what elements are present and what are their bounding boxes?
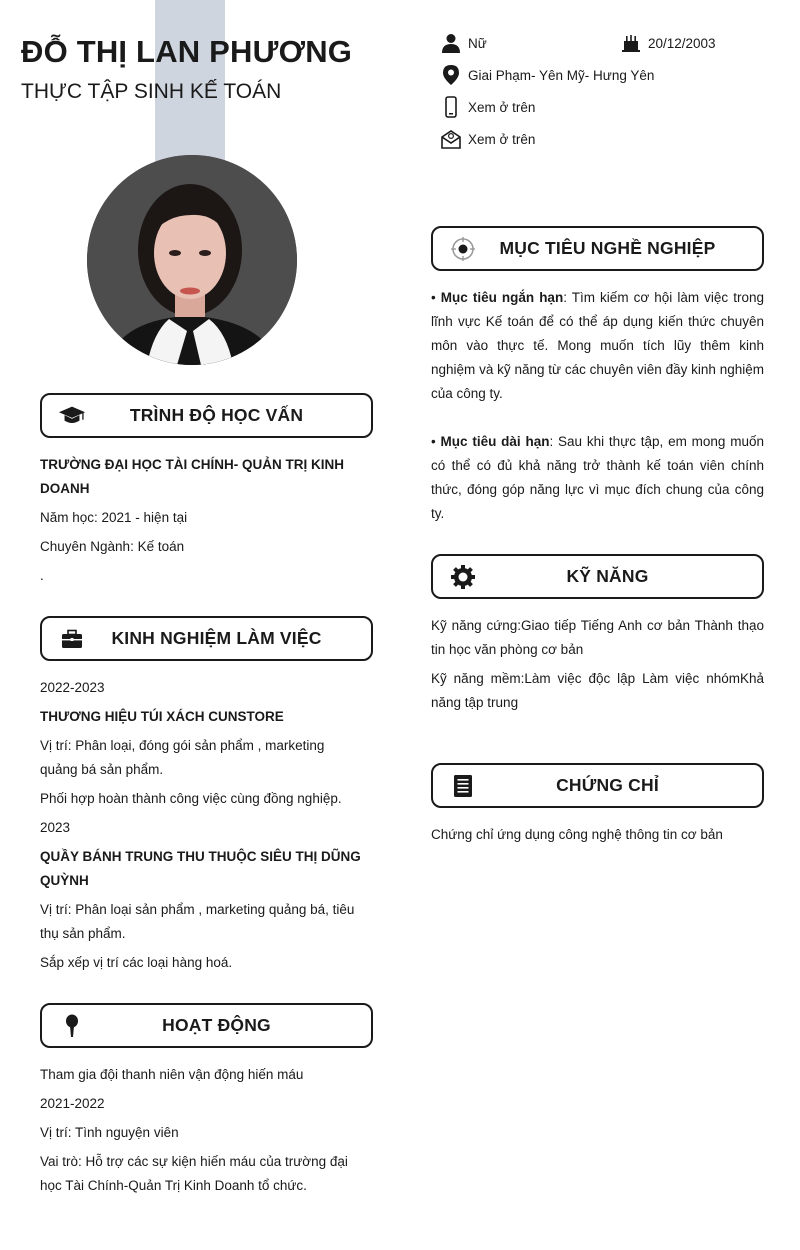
person-icon xyxy=(440,32,462,54)
education-content xyxy=(40,453,360,593)
skills-title: KỸ NĂNG xyxy=(566,566,649,586)
job-role: Vị trí: Phân loại, đóng gói sản phẩm , marketing quảng bá sản phẩm. xyxy=(40,738,325,777)
short-term-objective: • Mục tiêu ngắn hạn: Tìm kiếm cơ hội làm việc trong lĩnh vực Kế toán để có thể áp dụng kiến thức chuyên môn vào thực tế. Mong muốn tích lũy thêm kinh nghiệm và kỹ năng từ các chuyên viên đầy kinh nghiệm của công ty. xyxy=(431,290,764,401)
experience-title: KINH NGHIỆM LÀM VIỆC xyxy=(111,628,322,648)
birthday-info xyxy=(620,32,716,54)
gender-info xyxy=(440,32,487,54)
activity-role: Vị trí: Tình nguyện viên xyxy=(40,1125,179,1140)
address-info xyxy=(440,64,654,86)
long-term-objective: • Mục tiêu dài hạn: Sau khi thực tập, em mong muốn có thể có đủ khả năng trở thành kế toán viên chính thức, đóng góp năng lực vì mục đích chung của công ty. xyxy=(431,434,765,521)
activity-duty: Vai trò: Hỗ trợ các sự kiện hiến máu của trường đại học Tài Chính-Quản Trị Kinh Doanh tổ chức. xyxy=(40,1154,348,1193)
school-major: Chuyên Ngành: Kế toán xyxy=(40,539,185,554)
certificate-item: Chứng chỉ ứng dụng công nghệ thông tin cơ bản xyxy=(431,827,723,842)
email-icon xyxy=(440,128,462,150)
objective-content xyxy=(431,286,764,526)
skills-section-header xyxy=(431,554,764,599)
document-icon xyxy=(449,774,477,798)
education-section-header xyxy=(40,393,373,438)
certificates-content xyxy=(431,823,764,852)
certificates-section-header xyxy=(431,763,764,808)
activity-period: 2021-2022 xyxy=(40,1096,105,1111)
job-company: QUẦY BÁNH TRUNG THU THUỘC SIÊU THỊ DŨNG QUỲNH xyxy=(40,849,361,888)
objective-section-header xyxy=(431,226,764,271)
phone-value: Xem ở trên xyxy=(468,99,536,115)
job-task: Sắp xếp vị trí các loại hàng hoá. xyxy=(40,955,233,970)
education-title: TRÌNH ĐỘ HỌC VẤN xyxy=(129,405,304,425)
profile-photo xyxy=(87,155,297,365)
location-pin-icon xyxy=(440,64,462,86)
school-years: Năm học: 2021 - hiện tại xyxy=(40,510,188,525)
short-term-text: : Tìm kiếm cơ hội làm việc trong lĩnh vực Kế toán để có thể áp dụng kiến thức chuyên môn vào thực tế. Mong muốn tích lũy thêm kinh nghiệm và kỹ năng từ các chuyên viên đầy kinh nghiệm của công ty. xyxy=(431,290,764,401)
job-role: Vị trí: Phân loại sản phẩm , marketing quảng bá, tiêu thụ sản phẩm. xyxy=(40,902,355,941)
activities-content xyxy=(40,1063,365,1203)
candidate-name: ĐỖ THỊ LAN PHƯƠNG xyxy=(21,34,353,69)
short-term-label: Mục tiêu ngắn hạn xyxy=(440,290,564,305)
activities-title: HOẠT ĐỘNG xyxy=(162,1015,271,1035)
graduation-cap-icon xyxy=(58,404,86,428)
job-period: 2023 xyxy=(40,820,71,835)
phone-icon xyxy=(440,96,462,118)
birthday-value: 20/12/2003 xyxy=(648,35,716,51)
objective-title: MỤC TIÊU NGHỀ NGHIỆP xyxy=(499,238,716,258)
long-term-label: Mục tiêu dài hạn xyxy=(440,434,550,449)
activity-name: Tham gia đội thanh niên vận động hiến máu xyxy=(40,1067,304,1082)
hard-skills: Kỹ năng cứng:Giao tiếp Tiếng Anh cơ bản Thành thạo tin học văn phòng cơ bản xyxy=(431,618,764,657)
microphone-icon xyxy=(58,1014,86,1038)
gender-value: Nữ xyxy=(468,35,487,51)
education-extra: . xyxy=(40,568,44,583)
certificates-title: CHỨNG CHỈ xyxy=(556,775,659,795)
gear-icon xyxy=(449,565,477,589)
phone-info xyxy=(440,96,535,118)
soft-skills: Kỹ năng mềm:Làm việc độc lập Làm việc nhómKhả năng tập trung xyxy=(431,671,764,710)
target-icon xyxy=(449,237,477,261)
email-info xyxy=(440,128,535,150)
address-value: Giai Phạm- Yên Mỹ- Hưng Yên xyxy=(468,67,655,83)
experience-content xyxy=(40,676,365,980)
long-term-text: : Sau khi thực tập, em mong muốn có thể có đủ khả năng trở thành kế toán viên chính thức, đóng góp năng lực vì mục đích chung của công ty. xyxy=(431,434,765,521)
skills-content xyxy=(431,614,764,720)
email-value: Xem ở trên xyxy=(468,131,536,147)
job-company: THƯƠNG HIỆU TÚI XÁCH CUNSTORE xyxy=(40,709,284,724)
birthday-cake-icon xyxy=(620,32,642,54)
job-period: 2022-2023 xyxy=(40,680,105,695)
school-name: TRƯỜNG ĐẠI HỌC TÀI CHÍNH- QUẢN TRỊ KINH DOANH xyxy=(40,457,344,496)
job-task: Phối hợp hoàn thành công việc cùng đồng nghiệp. xyxy=(40,791,342,806)
briefcase-icon xyxy=(58,627,86,651)
candidate-job-title: THỰC TẬP SINH KẾ TOÁN xyxy=(21,80,282,103)
activities-section-header xyxy=(40,1003,373,1048)
experience-section-header xyxy=(40,616,373,661)
